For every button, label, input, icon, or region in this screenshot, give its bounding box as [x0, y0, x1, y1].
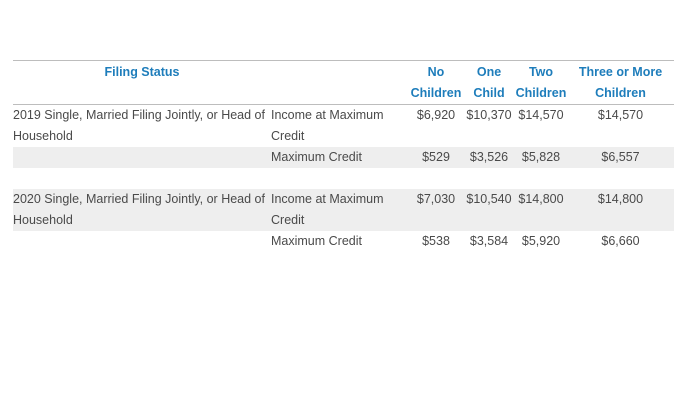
filing-status-cell: 2019 Single, Married Filing Jointly, or Head of Household	[13, 105, 271, 148]
value-three-or-more: $6,660	[601, 234, 640, 248]
value-no-children: $7,030	[409, 189, 463, 231]
value-no-children: $6,920	[409, 105, 463, 148]
value-one-child: $10,540	[463, 189, 515, 231]
header-one-child: One Child	[473, 65, 505, 100]
value-three-or-more: $14,800	[567, 189, 674, 231]
value-one-child: $3,526	[463, 147, 515, 168]
header-two-children: Two Children	[515, 65, 567, 100]
value-one-child: $10,370	[463, 105, 515, 148]
value-two-children: $5,828	[515, 147, 567, 168]
filing-status-cell	[13, 231, 271, 252]
value-two-children: $14,570	[515, 105, 567, 148]
value-three-or-more: $6,557	[567, 147, 674, 168]
value-three-or-more: $14,570	[567, 105, 674, 148]
value-one-child: $3,584	[469, 234, 509, 248]
table-header-row	[13, 61, 674, 105]
row-spacer	[13, 168, 674, 189]
eitc-table-container	[13, 60, 674, 252]
table-row	[13, 105, 674, 148]
row-label-cell: Income at Maximum Credit	[271, 105, 409, 148]
filing-status-cell	[13, 147, 271, 168]
row-label-cell: Maximum Credit	[271, 234, 362, 248]
header-three-or-more-children: Three or More Children	[578, 65, 663, 100]
table-row	[13, 189, 674, 231]
header-filing-status: Filing Status	[104, 65, 180, 79]
header-blank	[271, 61, 409, 105]
row-label-cell: Income at Maximum Credit	[271, 189, 409, 231]
value-two-children: $5,920	[521, 234, 561, 248]
value-no-children: $529	[409, 147, 463, 168]
row-label-cell: Maximum Credit	[271, 147, 409, 168]
value-two-children: $14,800	[515, 189, 567, 231]
header-no-children: No Children	[410, 65, 462, 100]
value-no-children: $538	[422, 234, 450, 248]
table-row	[13, 231, 674, 252]
table-row	[13, 147, 674, 168]
eitc-table	[13, 60, 674, 252]
filing-status-cell: 2020 Single, Married Filing Jointly, or Head of Household	[13, 189, 271, 231]
